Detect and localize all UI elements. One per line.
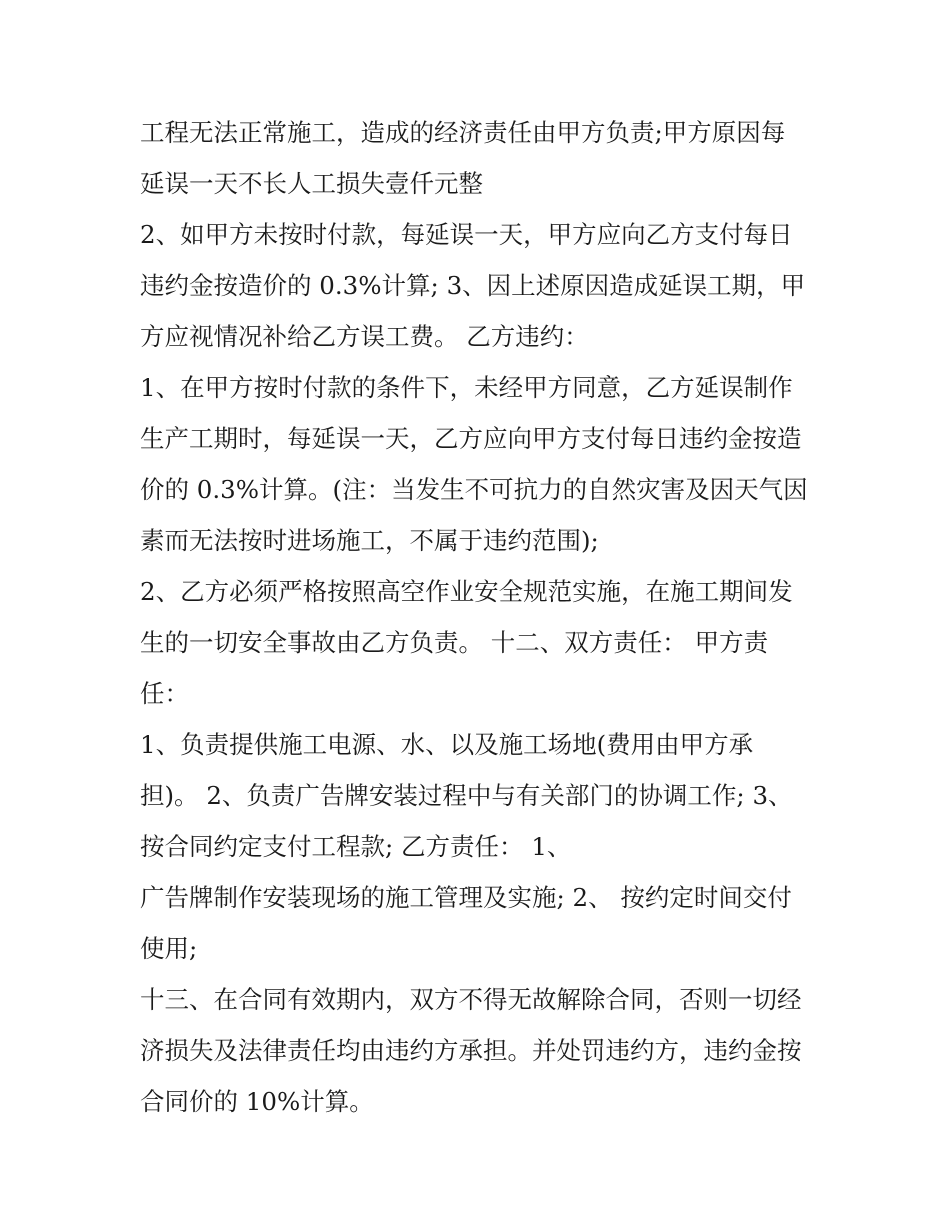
text-line: 任： [140, 679, 189, 708]
text-line: 工程无法正常施工，造成的经济责任由甲方负责;甲方原因每 [140, 118, 786, 147]
text-line: 2、如甲方未按时付款，每延误一天，甲方应向乙方支付每日 [140, 220, 793, 249]
contract-text [140, 107, 820, 1127]
text-line: 素而无法按时进场施工，不属于违约范围); [140, 526, 599, 555]
text-line: 价的 0.3%计算。(注：当发生不可抗力的自然灾害及因天气因 [140, 475, 808, 504]
text-line: 1、在甲方按时付款的条件下，未经甲方同意，乙方延误制作 [140, 373, 793, 402]
text-line: 合同价的 10%计算。 [140, 1087, 374, 1116]
text-line: 1、负责提供施工电源、水、以及施工场地(费用由甲方承 [140, 730, 754, 759]
text-line: 广告牌制作安装现场的施工管理及实施; 2、 按约定时间交付 [140, 883, 792, 912]
text-line: 十三、在合同有效期内，双方不得无故解除合同，否则一切经 [140, 985, 802, 1014]
text-line: 济损失及法律责任均由违约方承担。并处罚违约方，违约金按 [140, 1036, 802, 1065]
text-line: 违约金按造价的 0.3%计算; 3、因上述原因造成延误工期，甲 [140, 271, 806, 300]
text-line: 方应视情况补给乙方误工费。 乙方违约： [140, 322, 589, 351]
text-line: 延误一天不长人工损失壹仟元整 [140, 169, 483, 198]
text-line: 担)。 2、负责广告牌安装过程中与有关部门的协调工作; 3、 [140, 781, 793, 810]
text-line: 按合同约定支付工程款; 乙方责任： 1、 [140, 832, 572, 861]
text-line: 使用; [140, 934, 198, 963]
text-line: 生的一切安全事故由乙方负责。 十二、双方责任： 甲方责 [140, 628, 769, 657]
text-line: 2、乙方必须严格按照高空作业安全规范实施，在施工期间发 [140, 577, 793, 606]
text-line: 生产工期时，每延误一天，乙方应向甲方支付每日违约金按造 [140, 424, 802, 453]
